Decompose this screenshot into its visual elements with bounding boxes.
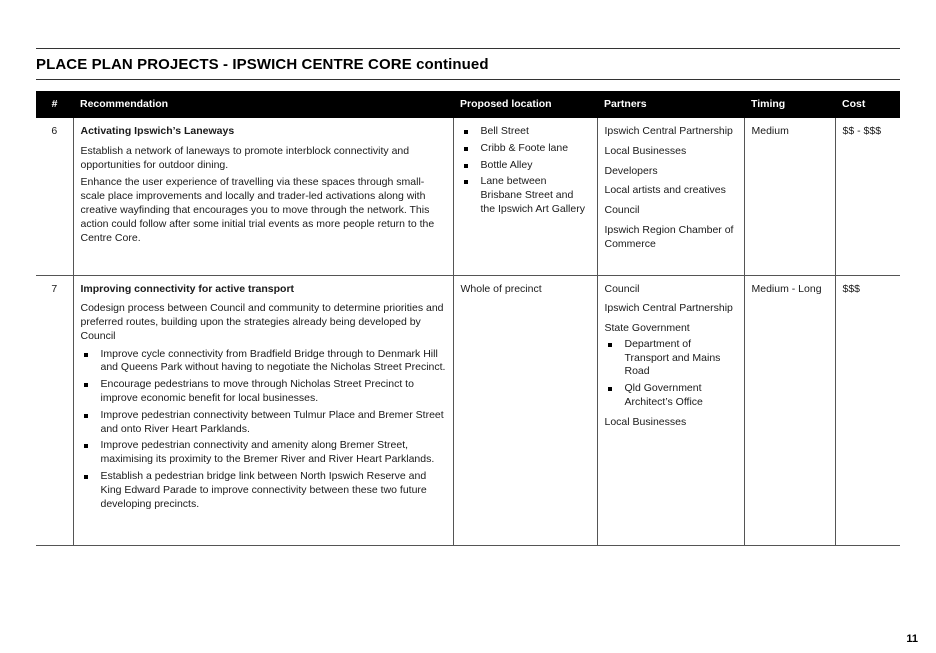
location-cell: Whole of precinct — [453, 275, 597, 545]
recommendation-bullet: Improve cycle connectivity from Bradfield Bridge through to Denmark Hill and Queens Park without having to negotiate the Nicholas Street Precinct. — [81, 348, 446, 376]
title-rule — [36, 79, 900, 80]
location-item: Bottle Alley — [461, 159, 590, 173]
partner-item: Council — [604, 204, 640, 217]
timing-cell: Medium - Long — [744, 275, 835, 545]
cost-cell: $$ - $$$ — [835, 118, 900, 275]
table-row — [36, 118, 900, 275]
partner-item: State Government — [604, 322, 690, 335]
col-header-number: # — [36, 91, 73, 118]
recommendation-paragraph: Establish a network of laneways to promote interblock connectivity and opportunities for outdoor dining. — [80, 144, 410, 171]
partner-item: Ipswich Central Partnership — [604, 302, 733, 315]
partner-item: Local Businesses — [604, 144, 687, 157]
col-header-timing: Timing — [744, 91, 835, 118]
location-item: Lane between Brisbane Street and the Ipswich Art Gallery — [461, 175, 590, 216]
table-header-row — [36, 91, 900, 118]
col-header-location: Proposed location — [453, 91, 597, 118]
cost-cell: $$$ — [835, 275, 900, 545]
recommendation-paragraph: Codesign process between Council and community to determine priorities and preferred routes, building upon the strategies already being developed by Council — [80, 302, 444, 342]
recommendation-title: Improving connectivity for active transport — [80, 282, 295, 295]
partners-cell — [597, 118, 744, 275]
partner-item: Local artists and creatives — [604, 184, 726, 197]
recommendation-bullet: Improve pedestrian connectivity between Tulmur Place and Bremer Street and onto River Heart Parklands. — [81, 409, 446, 437]
page-title: PLACE PLAN PROJECTS - IPSWICH CENTRE CORE continued — [36, 56, 489, 73]
recommendation-cell — [73, 275, 453, 545]
partner-subitem: Qld Government Architect’s Office — [605, 382, 737, 410]
partner-item: Ipswich Central Partnership — [604, 125, 733, 137]
partner-item: Ipswich Region Chamber of Commerce — [604, 223, 734, 250]
top-rule — [36, 48, 900, 49]
partner-subitem: Department of Transport and Mains Road — [605, 338, 737, 379]
recommendation-bullet: Establish a pedestrian bridge link between North Ipswich Reserve and King Edward Parade to improve connectivity between these two future developing precincts. — [81, 470, 446, 511]
partner-item: Council — [604, 282, 640, 295]
location-item: Bell Street — [461, 125, 590, 139]
recommendation-title: Activating Ipswich’s Laneways — [80, 125, 235, 137]
partner-item: Local Businesses — [604, 415, 687, 428]
col-header-cost: Cost — [835, 91, 900, 118]
row-number: 6 — [36, 118, 73, 275]
table-row — [36, 275, 900, 545]
recommendation-bullet: Improve pedestrian connectivity and amenity along Bremer Street, maximising its proximity to the Bremer River and River Heart Parklands. — [81, 439, 446, 467]
partners-cell — [597, 275, 744, 545]
partner-item: Developers — [604, 164, 658, 177]
recommendation-cell — [73, 118, 453, 275]
location-item: Cribb & Foote lane — [461, 142, 590, 156]
col-header-partners: Partners — [597, 91, 744, 118]
timing-cell: Medium — [744, 118, 835, 275]
page-number: 11 — [906, 633, 918, 645]
recommendation-bullet: Encourage pedestrians to move through Nicholas Street Precinct to improve economic benefit for local businesses. — [81, 378, 446, 406]
projects-table — [36, 91, 900, 546]
recommendation-paragraph: Enhance the user experience of travelling via these spaces through small-scale place improvements and locally and trader-led activations along with creative wayfinding that encourages you to move through the network. This action could follow after some initial trial events as more people return to the Centre Core. — [80, 176, 435, 244]
col-header-recommendation: Recommendation — [73, 91, 453, 118]
row-number: 7 — [36, 275, 73, 545]
location-cell — [453, 118, 597, 275]
